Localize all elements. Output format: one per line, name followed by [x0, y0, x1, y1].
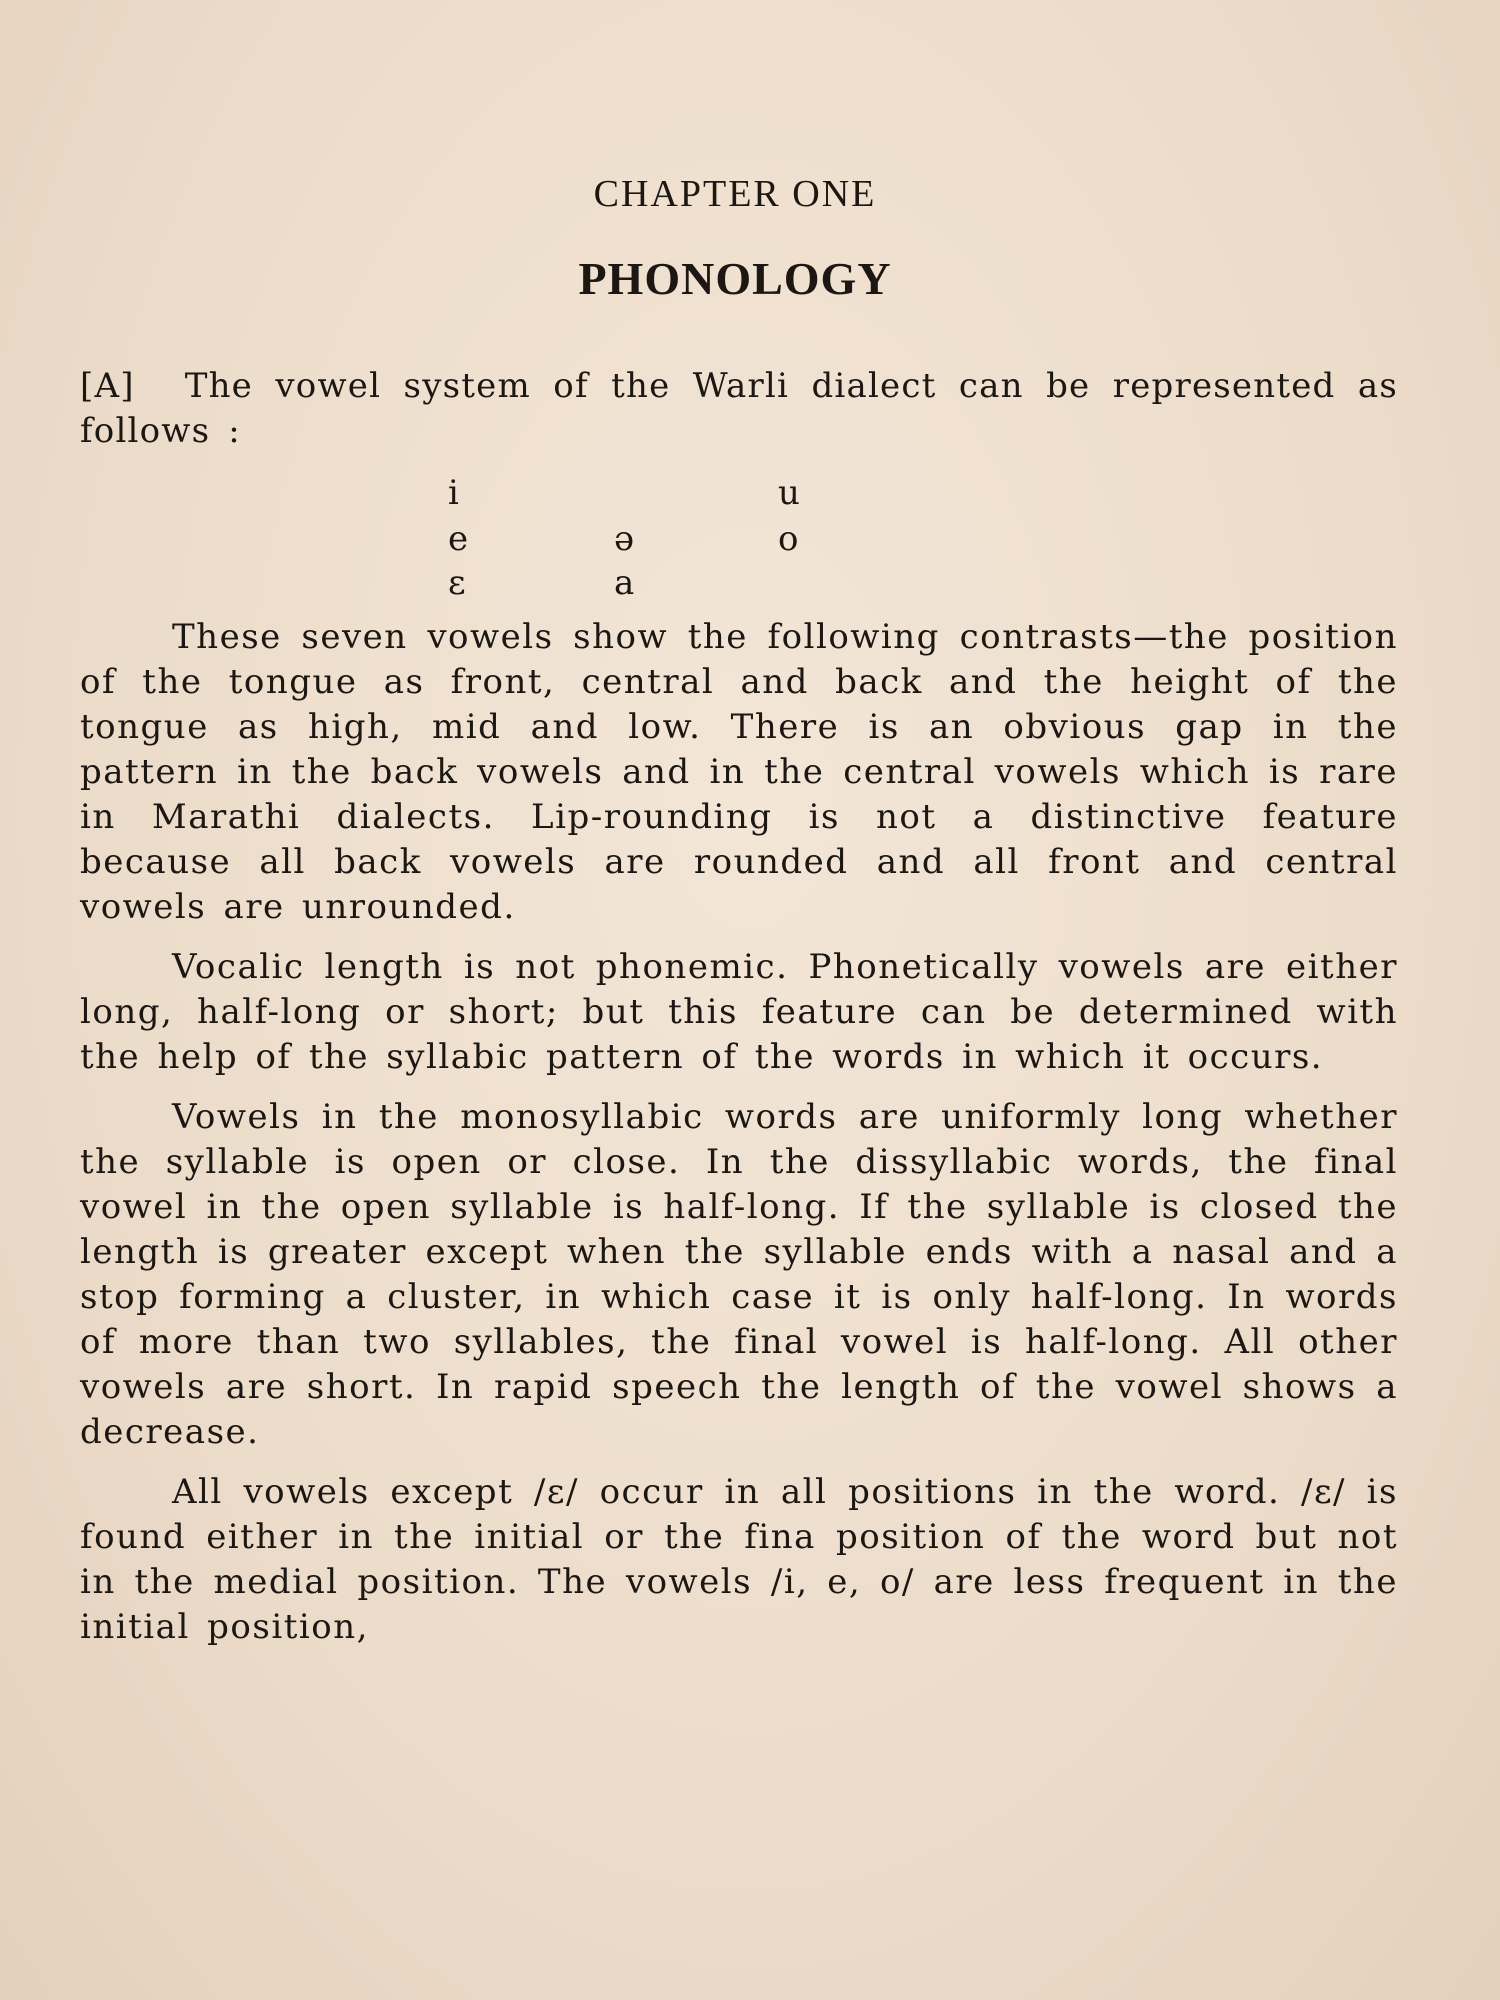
paragraph-vocalic-length: Vocalic length is not phonemic. Phonetically vowels are either long, half-long or short; but this feature can be determined with the help of the syllabic pattern of the words in which it occurs. — [80, 947, 1398, 1077]
vowel-front-low: ɛ — [448, 563, 466, 603]
vowel-back-mid: o — [778, 519, 799, 559]
paragraph-positions: All vowels except /ɛ/ occur in all positions in the word. /ɛ/ is found either in the initial or the fina position of the word but not in the medial position. The vowels /i, e, o/ are less frequent in the initial position, — [80, 1472, 1398, 1647]
vowel-central-mid: ə — [614, 519, 635, 559]
paragraph-monosyllabic: Vowels in the monosyllabic words are uniformly long whether the syllable is open or close. In the dissyllabic words, the final vowel in the open syllable is half-long. If the syllable is closed the length is greater except when the syllable ends with a nasal and a stop forming a cluster, in which case it is only half-long. In words of more than two syllables, the final vowel is half-long. All other vowels are short. In rapid speech the length of the vowel shows a decrease. — [80, 1097, 1398, 1452]
vowel-back-high: u — [778, 473, 800, 513]
section-label: [A] — [80, 366, 135, 406]
intro-text: The vowel system of the Warli dialect can be represented as follows : — [80, 366, 1398, 451]
paragraph-contrasts: These seven vowels show the following contrasts—the position of the tongue as front, central and back and the height of the tongue as high, mid and low. There is an obvious gap in the pattern in the back vowels and in the central vowels which is rare in Marathi dialects. Lip-rounding is not a distinctive feature because all back vowels are rounded and all front and central vowels are unrounded. — [80, 617, 1398, 927]
section-title: PHONOLOGY — [578, 253, 892, 304]
vowel-front-high: i — [448, 473, 459, 513]
vowel-front-mid: e — [448, 519, 469, 559]
chapter-label: CHAPTER ONE — [593, 173, 877, 215]
vowel-central-low: a — [614, 563, 635, 603]
intro-paragraph — [80, 364, 1398, 454]
body-text — [80, 615, 1398, 1665]
